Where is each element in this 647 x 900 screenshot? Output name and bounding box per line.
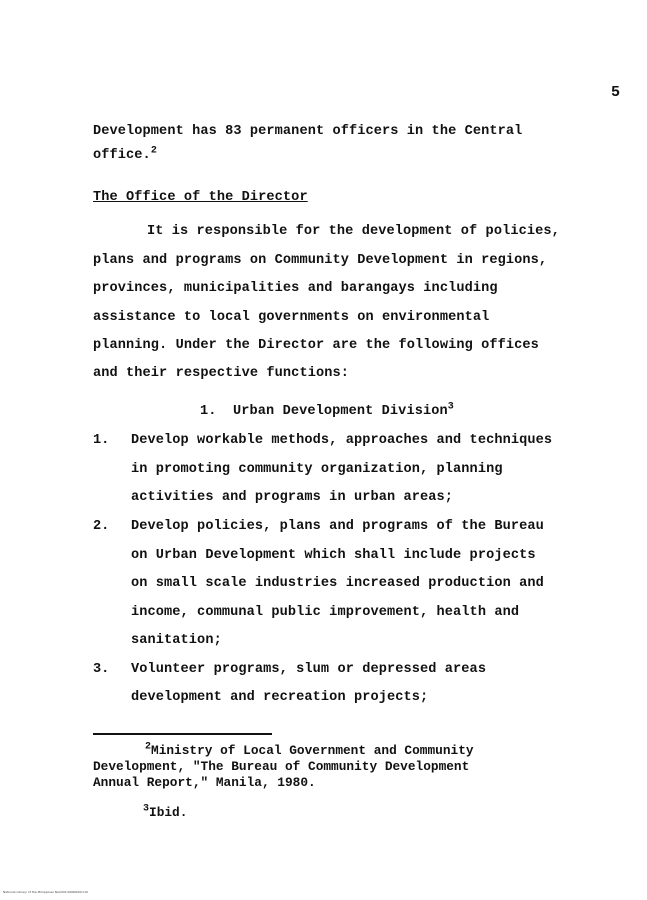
list-item-2-line-4: income, communal public improvement, health and [131,605,520,620]
subheading-number: 1. [200,404,217,419]
list-item-2-number: 2. [93,519,110,534]
section-heading: The Office of the Director [93,190,308,205]
scan-footer: National Library of the Philippines N/A/001/0000000/110 [3,890,88,894]
footnote-ref-2: 2 [150,145,157,157]
footnote-2-line-2: Development, "The Bureau of Community Development [93,759,470,774]
body-line-3: provinces, municipalities and barangays including [93,281,498,296]
list-item-1-number: 1. [93,433,110,448]
footnote-ref-3: 3 [447,401,454,413]
body-line-5: planning. Under the Director are the following offices [93,338,539,353]
footnote-2-text-1: Ministry of Local Government and Community [151,743,474,758]
footnote-2-line-1 [145,743,474,758]
list-item-2-line-2: on Urban Development which shall include projects [131,548,536,563]
footnote-2-line-3: Annual Report," Manila, 1980. [93,775,316,790]
subheading-title: Urban Development Division [233,404,448,419]
list-item-3-line-1: Volunteer programs, slum or depressed areas [131,662,487,677]
page-number: 5 [611,84,621,101]
body-line-1: It is responsible for the development of policies, [147,224,560,239]
list-item-1-line-1: Develop workable methods, approaches and techniques [131,433,553,448]
footnote-3-text: Ibid. [149,805,188,820]
footnote-3-marker: 3 [143,803,150,815]
subheading [200,401,454,419]
intro-line-1: Development has 83 permanent officers in the Central [93,124,523,139]
list-item-2-line-1: Develop policies, plans and programs of the Bureau [131,519,544,534]
list-item-2-line-5: sanitation; [131,633,222,648]
body-line-6: and their respective functions: [93,366,349,381]
body-line-4: assistance to local governments on environmental [93,310,490,325]
list-item-3-line-2: development and recreation projects; [131,690,429,705]
list-item-1-line-3: activities and programs in urban areas; [131,490,454,505]
body-line-2: plans and programs on Community Development in regions, [93,253,548,268]
intro-line-2 [93,145,157,163]
footnote-3 [143,805,187,820]
list-item-3-number: 3. [93,662,110,677]
intro-line-2-text: office. [93,148,151,163]
list-item-1-line-2: in promoting community organization, planning [131,462,503,477]
footnote-2-marker: 2 [145,741,152,753]
footnote-rule [93,733,272,735]
list-item-2-line-3: on small scale industries increased production and [131,576,544,591]
